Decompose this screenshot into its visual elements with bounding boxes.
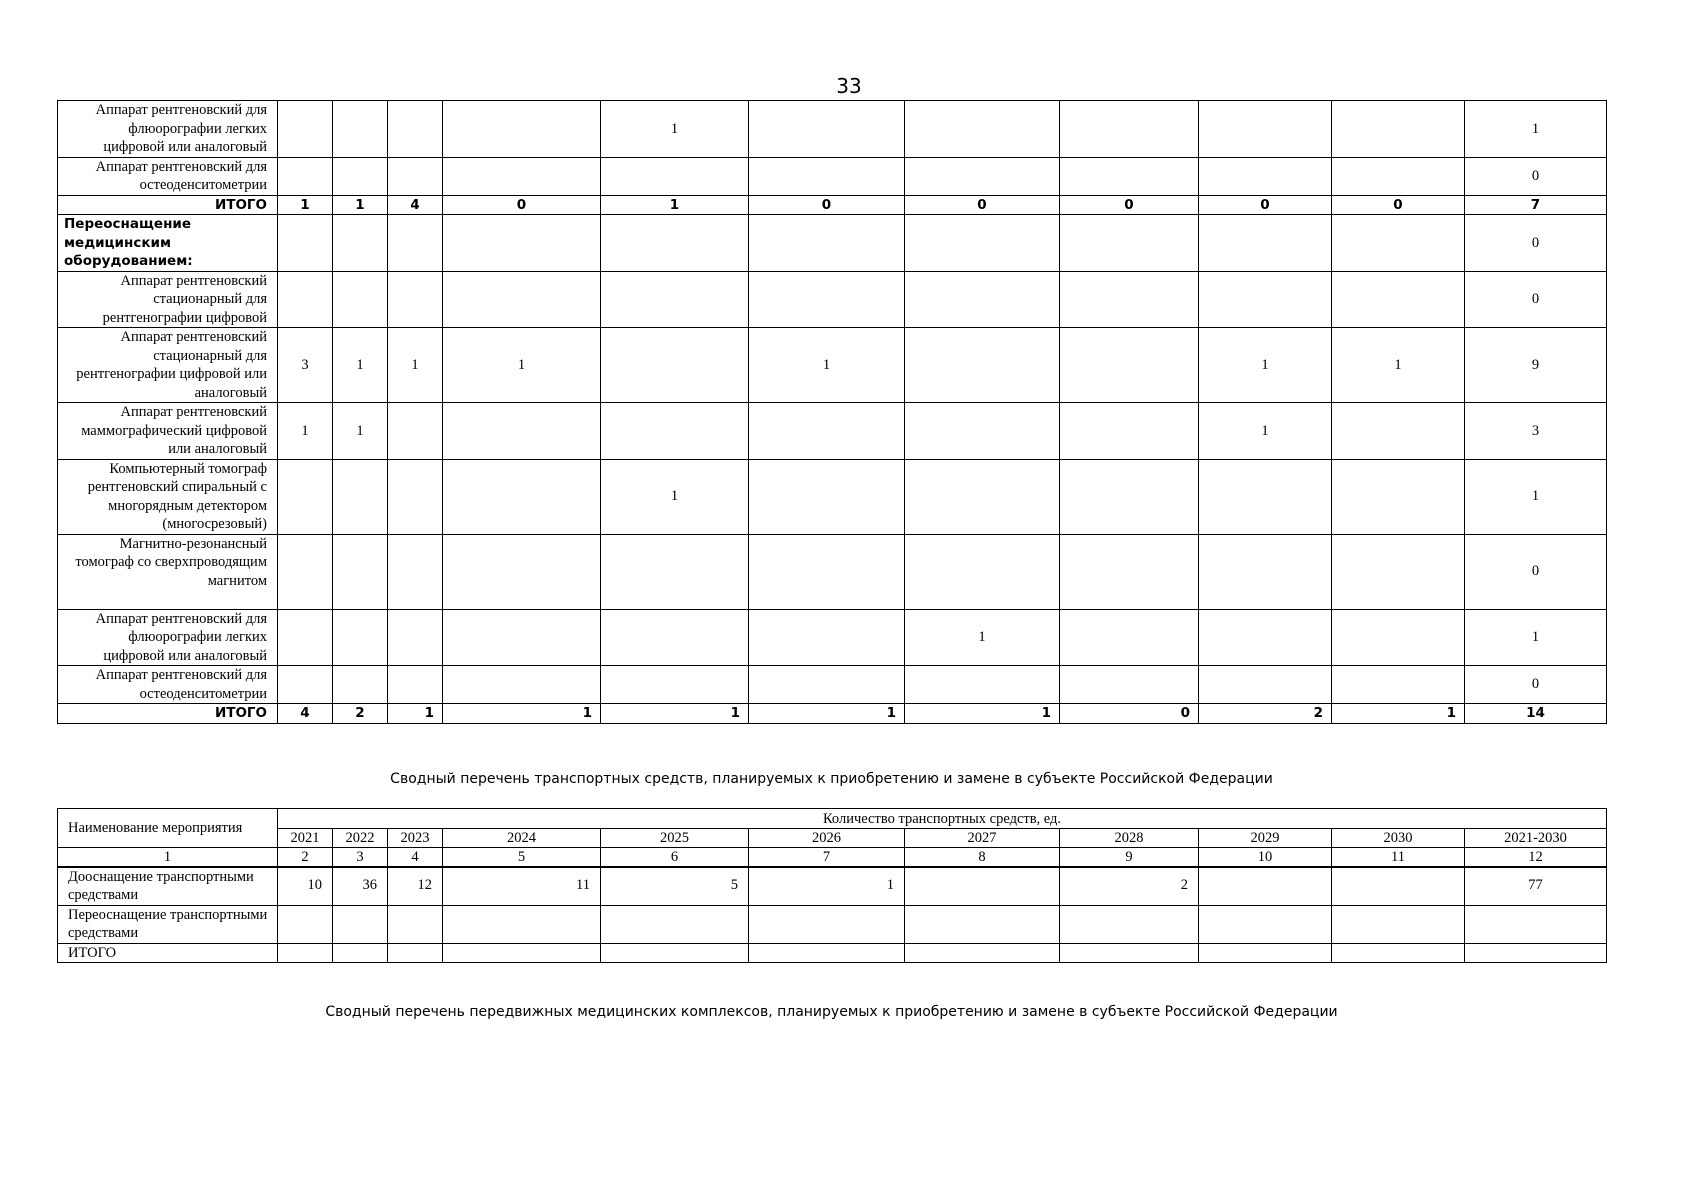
value-cell — [278, 534, 333, 609]
total-cell: 0 — [1465, 215, 1607, 272]
value-cell: 1 — [443, 704, 601, 724]
value-cell: 1 — [1332, 704, 1465, 724]
value-cell — [278, 157, 333, 195]
value-cell — [388, 157, 443, 195]
value-cell — [1199, 101, 1332, 158]
value-cell — [1060, 215, 1199, 272]
value-cell — [278, 666, 333, 704]
value-cell — [1332, 101, 1465, 158]
value-cell — [905, 867, 1060, 905]
value-cell: 5 — [601, 867, 749, 905]
value-cell — [1199, 534, 1332, 609]
value-cell — [443, 101, 601, 158]
value-cell — [1199, 609, 1332, 666]
column-number-cell: 10 — [1199, 848, 1332, 868]
row-name-cell: Переоснащение медицинским оборудованием: — [58, 215, 278, 272]
value-cell — [278, 215, 333, 272]
total-cell: 0 — [1465, 666, 1607, 704]
value-cell — [278, 943, 333, 962]
value-cell — [1332, 666, 1465, 704]
column-number-cell: 12 — [1465, 848, 1607, 868]
column-number-cell: 6 — [601, 848, 749, 868]
value-cell — [333, 459, 388, 534]
row-name-cell: Компьютерный томограф рентгеновский спиральный с многорядным детектором (многосрезовый) — [58, 459, 278, 534]
value-cell: 1 — [278, 195, 333, 215]
value-cell — [443, 943, 601, 962]
table-row — [58, 195, 1607, 215]
row-name-cell: Аппарат рентгеновский для флюорографии легких цифровой или аналоговый — [58, 101, 278, 158]
transport-table — [57, 808, 1607, 963]
value-cell: 36 — [333, 867, 388, 905]
value-cell — [749, 943, 905, 962]
value-cell: 11 — [443, 867, 601, 905]
row-name-cell: Магнитно-резонансный томограф со сверхпроводящим магнитом — [58, 534, 278, 609]
value-cell — [905, 403, 1060, 460]
table-row — [58, 271, 1607, 328]
value-cell — [388, 459, 443, 534]
value-cell — [333, 943, 388, 962]
table-row — [58, 534, 1607, 609]
table-row — [58, 905, 1607, 943]
year-header-cell: 2027 — [905, 829, 1060, 848]
value-cell: 1 — [278, 403, 333, 460]
value-cell — [1199, 905, 1332, 943]
value-cell — [905, 215, 1060, 272]
value-cell — [443, 609, 601, 666]
value-cell: 0 — [1332, 195, 1465, 215]
table-row — [58, 609, 1607, 666]
row-name-cell: ИТОГО — [58, 943, 278, 962]
value-cell — [601, 943, 749, 962]
value-cell — [905, 271, 1060, 328]
value-cell: 1 — [749, 704, 905, 724]
value-cell — [601, 271, 749, 328]
value-cell — [905, 666, 1060, 704]
year-header-cell: 2021 — [278, 829, 333, 848]
total-cell: 0 — [1465, 271, 1607, 328]
value-cell — [749, 666, 905, 704]
value-cell: 10 — [278, 867, 333, 905]
table-row — [58, 943, 1607, 962]
value-cell — [278, 905, 333, 943]
value-cell: 0 — [1060, 704, 1199, 724]
value-cell — [333, 215, 388, 272]
value-cell: 1 — [749, 867, 905, 905]
value-cell — [1060, 271, 1199, 328]
total-cell: 1 — [1465, 609, 1607, 666]
value-cell — [749, 905, 905, 943]
equipment-table — [57, 100, 1607, 724]
row-name-cell: Аппарат рентгеновский стационарный для рентгенографии цифровой — [58, 271, 278, 328]
value-cell — [388, 534, 443, 609]
value-cell — [905, 328, 1060, 403]
value-cell — [388, 609, 443, 666]
column-number-cell: 9 — [1060, 848, 1199, 868]
value-cell: 0 — [1060, 195, 1199, 215]
table-row — [58, 459, 1607, 534]
value-cell: 1 — [749, 328, 905, 403]
value-cell — [1060, 101, 1199, 158]
value-cell — [1332, 403, 1465, 460]
value-cell — [333, 157, 388, 195]
year-header-cell: 2025 — [601, 829, 749, 848]
value-cell — [333, 534, 388, 609]
value-cell — [388, 666, 443, 704]
row-name-cell: Аппарат рентгеновский для флюорографии легких цифровой или аналоговый — [58, 609, 278, 666]
value-cell — [601, 403, 749, 460]
total-cell: 77 — [1465, 867, 1607, 905]
value-cell: 1 — [1332, 328, 1465, 403]
value-cell: 2 — [1199, 704, 1332, 724]
value-cell: 1 — [601, 101, 749, 158]
value-cell — [1199, 459, 1332, 534]
value-cell — [333, 666, 388, 704]
value-cell: 0 — [1199, 195, 1332, 215]
value-cell — [1332, 943, 1465, 962]
table-row — [58, 666, 1607, 704]
value-cell — [443, 666, 601, 704]
value-cell — [1199, 666, 1332, 704]
value-cell — [278, 609, 333, 666]
value-cell — [388, 403, 443, 460]
row-name-cell: Переоснащение транспортными средствами — [58, 905, 278, 943]
year-header-cell: 2030 — [1332, 829, 1465, 848]
value-cell — [1332, 534, 1465, 609]
total-cell: 1 — [1465, 101, 1607, 158]
column-number-cell: 4 — [388, 848, 443, 868]
value-cell — [749, 403, 905, 460]
value-cell: 1 — [388, 328, 443, 403]
value-cell — [443, 271, 601, 328]
value-cell — [278, 101, 333, 158]
value-cell — [388, 215, 443, 272]
total-cell: 0 — [1465, 157, 1607, 195]
year-header-cell: 2028 — [1060, 829, 1199, 848]
value-cell — [388, 271, 443, 328]
value-cell — [388, 905, 443, 943]
year-header-cell: 2029 — [1199, 829, 1332, 848]
value-cell — [333, 905, 388, 943]
value-cell — [601, 328, 749, 403]
value-cell — [905, 459, 1060, 534]
value-cell — [1060, 905, 1199, 943]
row-name-cell: Аппарат рентгеновский маммографический цифровой или аналоговый — [58, 403, 278, 460]
value-cell — [443, 534, 601, 609]
value-cell — [601, 534, 749, 609]
column-number-cell: 11 — [1332, 848, 1465, 868]
row-name-cell: ИТОГО — [58, 704, 278, 724]
value-cell: 2 — [1060, 867, 1199, 905]
row-name-cell: ИТОГО — [58, 195, 278, 215]
value-cell — [333, 101, 388, 158]
value-cell — [1332, 215, 1465, 272]
value-cell: 1 — [333, 328, 388, 403]
row-name-cell: Дооснащение транспортными средствами — [58, 867, 278, 905]
value-cell — [905, 905, 1060, 943]
table-row — [58, 101, 1607, 158]
value-cell — [1060, 459, 1199, 534]
value-cell: 1 — [333, 195, 388, 215]
value-cell — [443, 215, 601, 272]
value-cell — [1332, 459, 1465, 534]
row-name-cell: Аппарат рентгеновский для остеоденситометрии — [58, 666, 278, 704]
value-cell: 0 — [905, 195, 1060, 215]
column-number-cell: 7 — [749, 848, 905, 868]
value-cell: 1 — [905, 609, 1060, 666]
value-cell — [1199, 271, 1332, 328]
group-header: Количество транспортных средств, ед. — [278, 809, 1607, 829]
value-cell: 3 — [278, 328, 333, 403]
value-cell — [749, 157, 905, 195]
value-cell — [601, 609, 749, 666]
value-cell: 1 — [601, 704, 749, 724]
value-cell: 1 — [1199, 328, 1332, 403]
table-row — [58, 867, 1607, 905]
year-header-cell: 2023 — [388, 829, 443, 848]
page-number: 33 — [836, 74, 862, 98]
value-cell — [443, 459, 601, 534]
value-cell — [1060, 534, 1199, 609]
value-cell — [601, 905, 749, 943]
value-cell — [1060, 666, 1199, 704]
value-cell: 1 — [333, 403, 388, 460]
value-cell — [1332, 271, 1465, 328]
transport-caption: Сводный перечень транспортных средств, планируемых к приобретению и замене в субъекте Российской Федерации — [390, 771, 1273, 787]
total-cell: 3 — [1465, 403, 1607, 460]
value-cell — [749, 459, 905, 534]
value-cell — [749, 101, 905, 158]
total-cell — [1465, 905, 1607, 943]
value-cell: 2 — [333, 704, 388, 724]
value-cell — [749, 271, 905, 328]
value-cell — [1060, 609, 1199, 666]
value-cell — [1332, 609, 1465, 666]
value-cell — [1199, 943, 1332, 962]
value-cell: 0 — [749, 195, 905, 215]
column-number-cell: 5 — [443, 848, 601, 868]
value-cell — [443, 403, 601, 460]
value-cell — [443, 905, 601, 943]
column-number-cell: 1 — [58, 848, 278, 868]
value-cell — [1060, 943, 1199, 962]
total-cell: 14 — [1465, 704, 1607, 724]
total-cell — [1465, 943, 1607, 962]
value-cell — [1332, 867, 1465, 905]
value-cell — [278, 459, 333, 534]
year-header-cell: 2026 — [749, 829, 905, 848]
total-cell: 7 — [1465, 195, 1607, 215]
column-number-cell: 2 — [278, 848, 333, 868]
value-cell — [1060, 157, 1199, 195]
total-cell: 0 — [1465, 534, 1607, 609]
name-header: Наименование мероприятия — [58, 809, 278, 848]
value-cell — [388, 101, 443, 158]
value-cell — [905, 157, 1060, 195]
value-cell — [1060, 403, 1199, 460]
row-name-cell: Аппарат рентгеновский для остеоденситометрии — [58, 157, 278, 195]
value-cell — [443, 157, 601, 195]
value-cell — [388, 943, 443, 962]
year-header-cell: 2022 — [333, 829, 388, 848]
value-cell: 4 — [278, 704, 333, 724]
value-cell — [905, 101, 1060, 158]
table-row — [58, 704, 1607, 724]
value-cell — [1199, 215, 1332, 272]
value-cell — [1332, 905, 1465, 943]
value-cell: 1 — [388, 704, 443, 724]
value-cell — [278, 271, 333, 328]
total-cell: 1 — [1465, 459, 1607, 534]
value-cell: 1 — [1199, 403, 1332, 460]
value-cell — [749, 534, 905, 609]
value-cell — [1199, 157, 1332, 195]
value-cell: 1 — [905, 704, 1060, 724]
total-cell: 9 — [1465, 328, 1607, 403]
value-cell — [1060, 328, 1199, 403]
row-name-cell: Аппарат рентгеновский стационарный для рентгенографии цифровой или аналоговый — [58, 328, 278, 403]
value-cell: 12 — [388, 867, 443, 905]
value-cell — [601, 666, 749, 704]
table-row — [58, 215, 1607, 272]
year-header-cell: 2024 — [443, 829, 601, 848]
year-header-cell: 2021-2030 — [1465, 829, 1607, 848]
table-row — [58, 157, 1607, 195]
mobile-complex-caption: Сводный перечень передвижных медицинских комплексов, планируемых к приобретению и замене в субъекте Российской Федерации — [325, 1004, 1338, 1020]
value-cell: 1 — [443, 328, 601, 403]
value-cell — [1332, 157, 1465, 195]
value-cell — [333, 271, 388, 328]
value-cell — [601, 215, 749, 272]
table-row — [58, 328, 1607, 403]
value-cell: 1 — [601, 459, 749, 534]
value-cell — [905, 534, 1060, 609]
value-cell — [905, 943, 1060, 962]
value-cell: 0 — [443, 195, 601, 215]
value-cell — [749, 609, 905, 666]
value-cell — [601, 157, 749, 195]
value-cell — [1199, 867, 1332, 905]
value-cell: 4 — [388, 195, 443, 215]
table-row — [58, 403, 1607, 460]
value-cell: 1 — [601, 195, 749, 215]
column-number-cell: 8 — [905, 848, 1060, 868]
column-number-cell: 3 — [333, 848, 388, 868]
value-cell — [749, 215, 905, 272]
value-cell — [333, 609, 388, 666]
